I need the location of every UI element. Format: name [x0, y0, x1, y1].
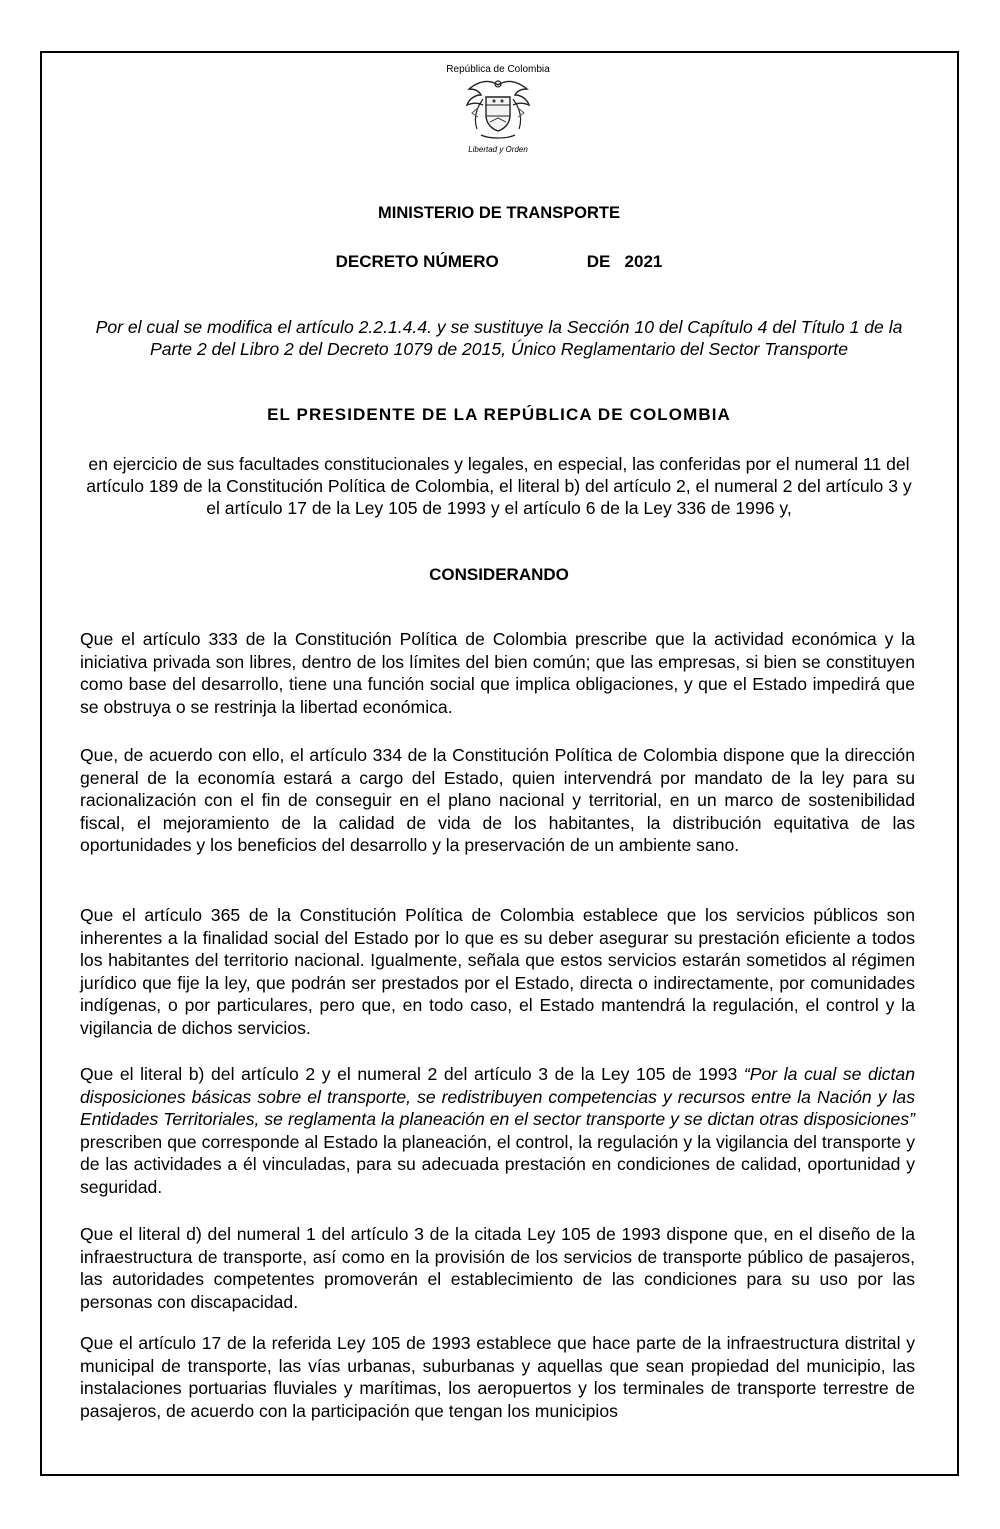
seal-bottom-text: Libertad y Orden	[468, 145, 528, 154]
decree-de: DE	[586, 252, 611, 271]
president-heading: EL PRESIDENTE DE LA REPÚBLICA DE COLOMBIA	[267, 405, 731, 424]
decree-label: DECRETO NÚMERO	[335, 252, 499, 271]
law-title-quote: “Por la cual se dictan disposiciones básicas sobre el transporte, se redistribuyen competencias y recursos entre la Nación y las Entidades Territoriales, se reglamenta la planeación en el sector transporte y se dictan otras disposiciones”	[80, 1064, 915, 1130]
paragraph-4-start: Que el literal b) del artículo 2 y el numeral 2 del artículo 3 de la Ley 105 de 1993	[80, 1064, 744, 1084]
considering-paragraph-5: Que el literal d) del numeral 1 del artículo 3 de la citada Ley 105 de 1993 dispone que, en el diseño de la infraestructura de transporte, así como en la provisión de los servicios de transporte público de pasajeros, las autoridades competentes promoverán el establecimiento de las condiciones para su uso por las personas con discapacidad.	[80, 1224, 915, 1312]
decree-subject: Por el cual se modifica el artículo 2.2.1.4.4. y se sustituye la Sección 10 del Capítulo 4 del Título 1 de la Parte 2 del Libro 2 del Decreto 1079 de 2015, Único Reglamentario del Sector Transporte	[95, 317, 903, 359]
decree-number-line	[80, 252, 918, 272]
decree-year: 2021	[624, 252, 663, 271]
considering-heading: CONSIDERANDO	[429, 565, 569, 584]
considering-paragraph-4	[80, 1063, 915, 1199]
ministry-title: MINISTERIO DE TRANSPORTE	[377, 204, 620, 222]
considering-paragraph-6: Que el artículo 17 de la referida Ley 105 de 1993 establece que hace parte de la infraestructura distrital y municipal de transporte, las vías urbanas, suburbanas y aquellas que sean propiedad del municipio, las instalaciones portuarias fluviales y marítimas, los aeropuertos y los terminales de transporte terrestre de pasajeros, de acuerdo con la participación que tengan los municipios	[80, 1333, 915, 1421]
colombia-coat-of-arms-icon	[459, 77, 537, 145]
considering-paragraph-2: Que, de acuerdo con ello, el artículo 334 de la Constitución Política de Colombia dispone que la dirección general de la economía estará a cargo del Estado, quien intervendrá por mandato de la ley para su racionalización con el fin de conseguir en el plano nacional y territorial, en un marco de sostenibilidad fiscal, el mejoramiento de la calidad de vida de los habitantes, la distribución equitativa de las oportunidades y los beneficios del desarrollo y la preservación de un ambiente sano.	[80, 745, 915, 856]
considering-paragraph-3: Que el artículo 365 de la Constitución Política de Colombia establece que los servicios públicos son inherentes a la finalidad social del Estado por lo que es su deber asegurar su prestación eficiente a todos los habitantes del territorio nacional. Igualmente, señala que estos servicios estarán sometidos al régimen jurídico que fije la ley, que podrán ser prestados por el Estado, directa o indirectamente, por comunidades indígenas, o por particulares, pero que, en todo caso, el Estado mantendrá la regulación, el control y la vigilancia de dichos servicios.	[80, 905, 915, 1038]
paragraph-4-end: prescriben que corresponde al Estado la planeación, el control, la regulación y la vigilancia del transporte y de las actividades a él vinculadas, para su adecuada prestación en condiciones de calidad, oportunidad y seguridad.	[80, 1131, 915, 1197]
considering-paragraph-1: Que el artículo 333 de la Constitución Política de Colombia prescribe que la actividad económica y la iniciativa privada son libres, dentro de los límites del bien común; que las empresas, si bien se constituyen como base del desarrollo, tiene una función social que implica obligaciones, y que el Estado impedirá que se obstruya o se restrinja la libertad económica.	[80, 629, 915, 717]
legal-powers-text: en ejercicio de sus facultades constitucionales y legales, en especial, las conferidas por el numeral 11 del artículo 189 de la Constitución Política de Colombia, el literal b) del artículo 2, el numeral 2 del artículo 3 y el artículo 17 de la Ley 105 de 1993 y el artículo 6 de la Ley 336 de 1996 y,	[86, 454, 912, 518]
national-seal	[440, 64, 556, 160]
seal-top-text: República de Colombia	[446, 64, 550, 75]
